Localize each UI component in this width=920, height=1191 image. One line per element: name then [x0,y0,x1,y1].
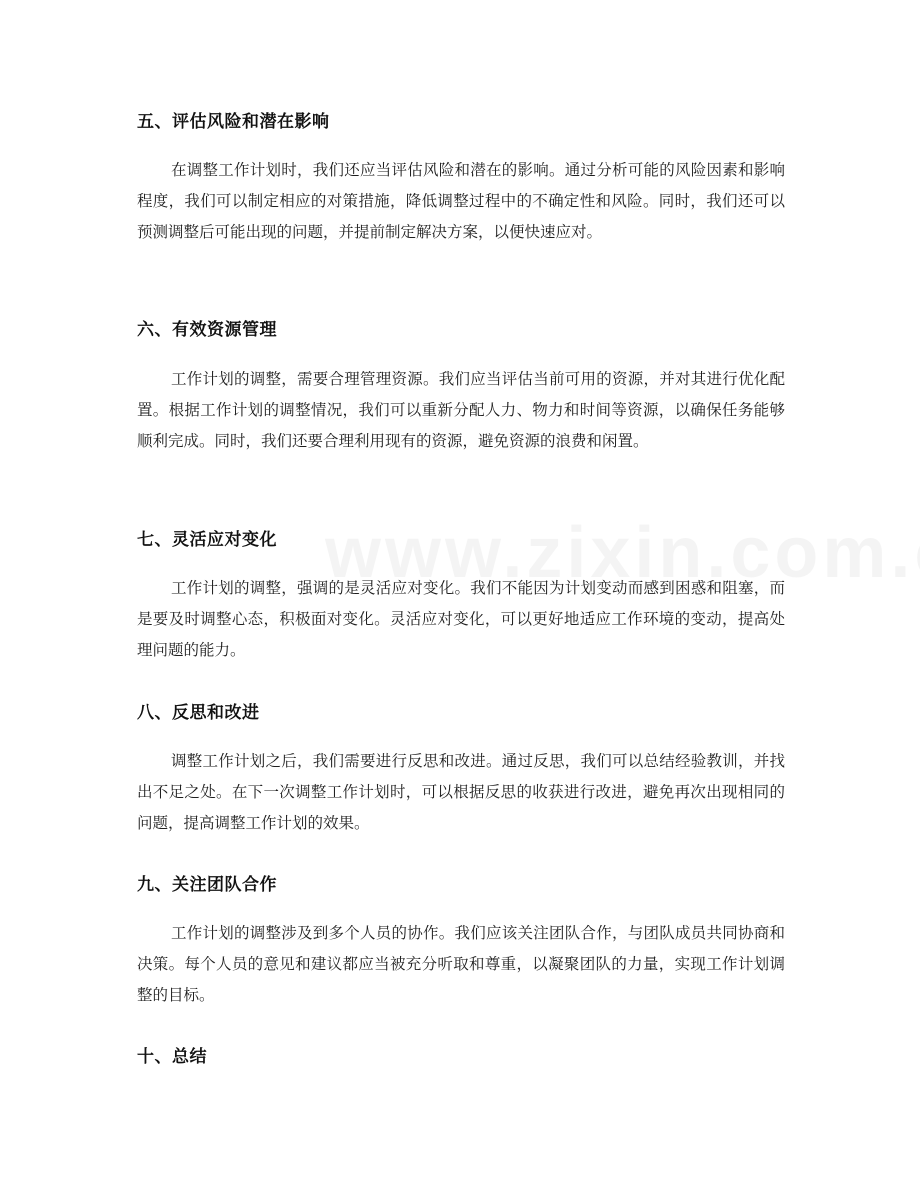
section-heading-7: 七、灵活应对变化 [137,530,277,550]
section-heading-6: 六、有效资源管理 [137,320,277,340]
section-heading-9: 九、关注团队合作 [137,875,277,895]
section-heading-5: 五、评估风险和潜在影响 [137,112,330,132]
section-paragraph-6: 工作计划的调整，需要合理管理资源。我们应当评估当前可用的资源，并对其进行优化配置。根据工作计划的调整情况，我们可以重新分配人力、物力和时间等资源，以确保任务能够顺利完成。同时，我们还要合理利用现有的资源，避免资源的浪费和闲置。 [137,370,785,450]
section-paragraph-5: 在调整工作计划时，我们还应当评估风险和潜在的影响。通过分析可能的风险因素和影响程度，我们可以制定相应的对策措施，降低调整过程中的不确定性和风险。同时，我们还可以预测调整后可能出现的问题，并提前制定解决方案，以便快速应对。 [137,161,785,241]
section-paragraph-9: 工作计划的调整涉及到多个人员的协作。我们应该关注团队合作，与团队成员共同协商和决策。每个人员的意见和建议都应当被充分听取和尊重，以凝聚团队的力量，实现工作计划调整的目标。 [137,924,785,1004]
section-paragraph-8: 调整工作计划之后，我们需要进行反思和改进。通过反思，我们可以总结经验教训，并找出不足之处。在下一次调整工作计划时，可以根据反思的收获进行改进，避免再次出现相同的问题，提高调整工作计划的效果。 [137,752,785,832]
section-heading-10: 十、总结 [137,1047,207,1067]
section-heading-8: 八、反思和改进 [137,703,260,723]
section-paragraph-7: 工作计划的调整，强调的是灵活应对变化。我们不能因为计划变动而感到困惑和阻塞，而是要及时调整心态，积极面对变化。灵活应对变化，可以更好地适应工作环境的变动，提高处理问题的能力。 [137,579,785,659]
